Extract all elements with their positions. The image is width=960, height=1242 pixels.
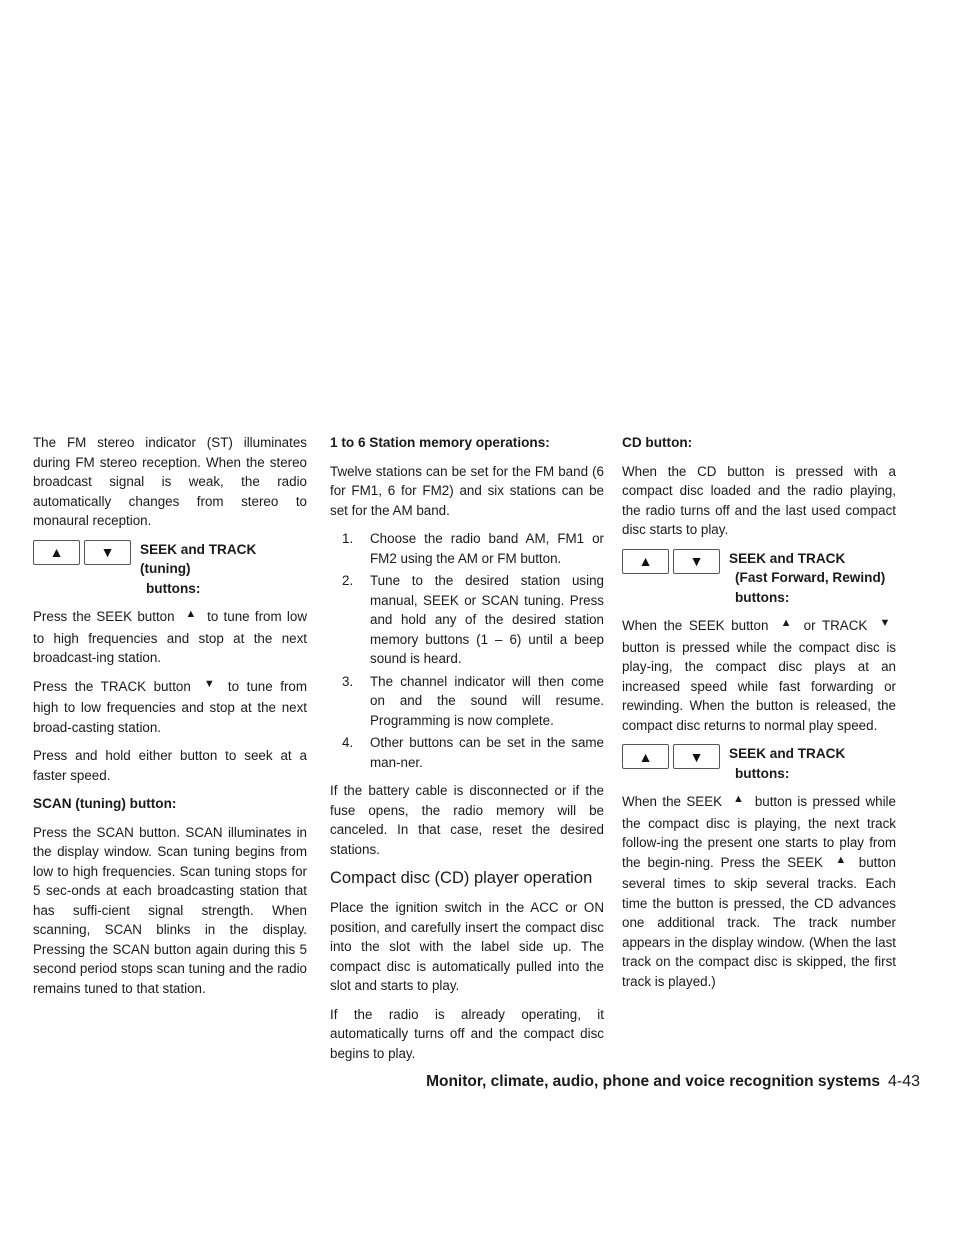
seek-track-button-pair	[33, 540, 131, 565]
page-footer	[400, 1073, 920, 1091]
scan-paragraph: Press the SCAN button. SCAN illuminates in the display window. Scan tuning begins from low to high frequencies. Scan tuning stops for 5 sec-onds at each broadcasting station that has suffi-cient signal strength. When scanning, SCAN blinks in the display. Pressing the SCAN button again during this 5 second period stops scan tuning and the radio remains tuned to that station.	[33, 824, 307, 996]
footer-section-title: Monitor, climate, audio, phone and voice recognition systems	[426, 1073, 880, 1090]
cd-insert-paragraph: Place the ignition switch in the ACC or ON position, and carefully insert the compact disc into the slot with the label side up. The compact disc is automatically pulled into the slot and starts to play.	[330, 900, 604, 993]
battery-paragraph: If the battery cable is disconnected or if the fuse opens, the radio memory will be canceled. In that case, reset the desired stations.	[330, 783, 604, 857]
fm-stereo-paragraph: The FM stereo indicator (ST) illuminates during FM stereo reception. When the stereo broadcast signal is weak, the radio automatically changes from stereo to monaural reception.	[33, 435, 307, 528]
cd-section-title: Compact disc (CD) player operation	[330, 869, 593, 887]
seek-up-icon: ▲	[622, 744, 669, 769]
seek-up-icon: ▲	[33, 540, 80, 565]
scan-heading: SCAN (tuning) button:	[33, 796, 177, 811]
station-memory-heading: 1 to 6 Station memory operations:	[330, 435, 550, 450]
seek-up-icon: ▲	[185, 608, 197, 620]
seek-track-tuning-label: SEEK and TRACK (tuning) buttons:	[140, 541, 257, 596]
seek-up-icon: ▲	[835, 853, 847, 866]
column-right	[622, 433, 896, 1000]
column-middle	[330, 433, 604, 1072]
seek-track-button-pair	[622, 549, 720, 574]
cd-button-paragraph: When the CD button is pressed with a compact disc loaded and the radio playing, the radio turns off and the last used compact disc starts to play.	[622, 463, 896, 537]
list-item: 4. Other buttons can be set in the same man-ner.	[342, 735, 604, 770]
list-item: 1. Choose the radio band AM, FM1 or FM2 using the AM or FM button.	[342, 531, 604, 566]
track-down-icon: ▼	[673, 744, 720, 769]
next-track-paragraph: When the SEEK ▲ button is pressed while the compact disc is playing, the next track follow-ing the present one starts to play from the begin-ning. Press the SEEK ▲ button several times to skip several tracks. Each time the button is pressed, the CD advances one additional track. The track number appears in the display window. (When the last track on the compact disc is skipped, the first track is played.)	[622, 792, 896, 991]
track-down-icon: ▼	[84, 540, 131, 565]
fast-forward-rewind-label: SEEK and TRACK (Fast Forward, Rewind) buttons:	[729, 550, 886, 605]
station-memory-steps	[330, 529, 604, 772]
cd-radio-paragraph: If the radio is already operating, it automatically turns off and the compact disc begins to play.	[330, 1006, 604, 1061]
seek-track-cd-label: SEEK and TRACK buttons:	[729, 746, 846, 781]
track-down-icon: ▼	[673, 549, 720, 574]
seek-button-paragraph: Press the SEEK button ▲ to tune from low to high frequencies and stop at the next broadcast-ing station.	[33, 607, 307, 668]
column-left	[33, 433, 307, 1007]
track-down-icon: ▼	[879, 617, 891, 629]
cd-button-heading: CD button:	[622, 435, 693, 450]
list-item: 2. Tune to the desired station using manual, SEEK or SCAN tuning. Press and hold any of the desired station memory buttons (1 – 6) until a beep sound is heard.	[342, 573, 604, 666]
track-button-paragraph: Press the TRACK button ▼ to tune from high to low frequencies and stop at the next broad-casting station.	[33, 677, 307, 738]
seek-track-cd-heading	[622, 744, 896, 783]
hold-seek-paragraph: Press and hold either button to seek at a faster speed.	[33, 748, 307, 783]
page-number: 4-43	[887, 1073, 920, 1090]
station-memory-paragraph: Twelve stations can be set for the FM band (6 for FM1, 6 for FM2) and six stations can be set for the AM band.	[330, 463, 604, 518]
seek-up-icon: ▲	[622, 549, 669, 574]
seek-track-button-pair	[622, 744, 720, 769]
fast-forward-rewind-heading	[622, 549, 896, 608]
list-item: 3. The channel indicator will then come on and the sound will resume. Programming is now complete.	[342, 673, 604, 728]
fast-forward-paragraph: When the SEEK button ▲ or TRACK ▼ button is pressed while the compact disc is play-ing, the compact disc plays at an increased speed while fast forwarding or rewinding. When the button is released, the compact disc returns to normal play speed.	[622, 616, 896, 735]
track-down-icon: ▼	[203, 677, 215, 690]
seek-track-tuning-heading	[33, 540, 307, 599]
seek-up-icon: ▲	[732, 793, 744, 805]
seek-up-icon: ▲	[780, 617, 792, 629]
